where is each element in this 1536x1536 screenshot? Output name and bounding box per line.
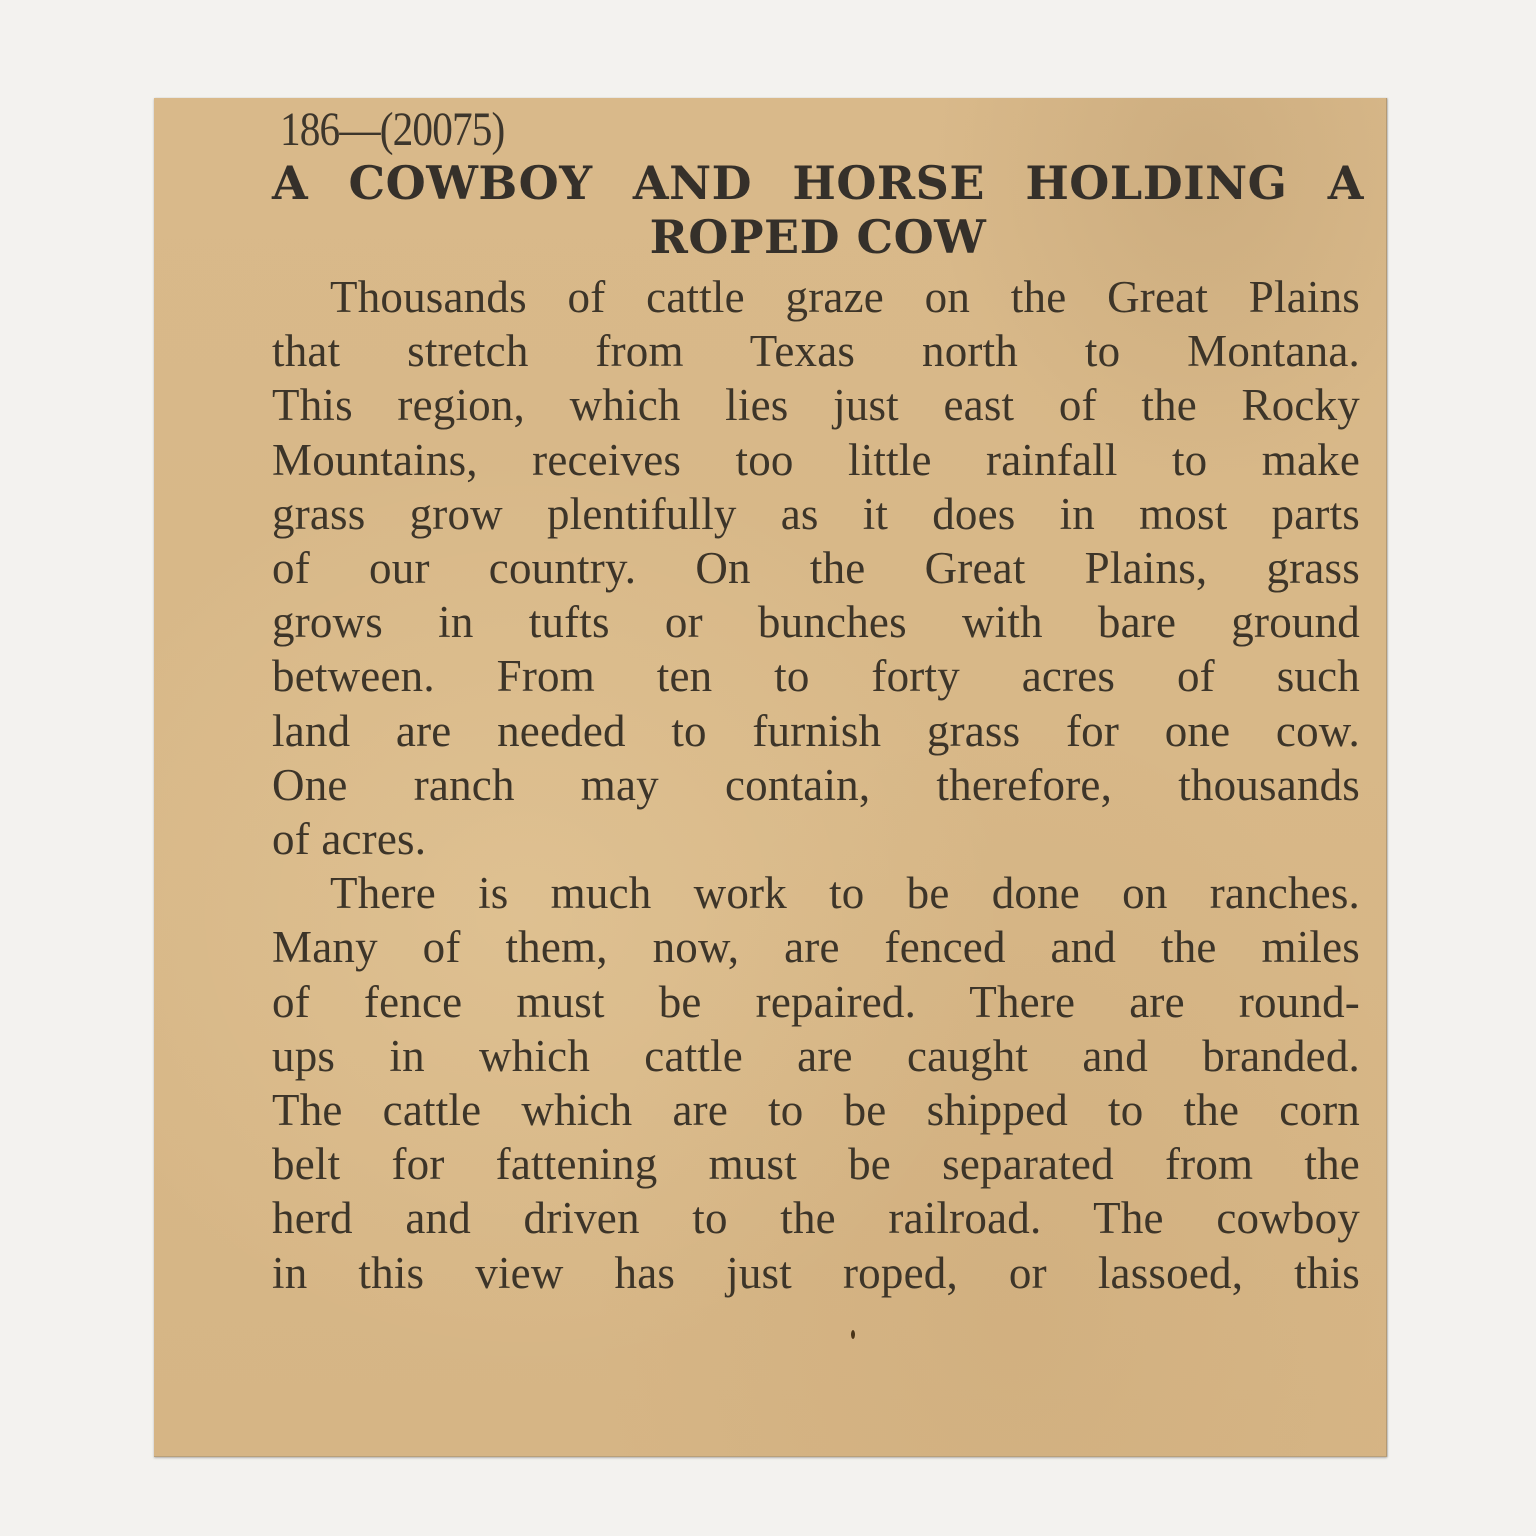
text-line: of our country. On the Great Plains, grass (272, 543, 1360, 594)
text-line: ups in which cattle are caught and branded. (272, 1030, 1360, 1081)
text-line: Thousands of cattle graze on the Great Plains (330, 272, 1360, 322)
text-line: grass grow plentifully as it does in most parts (272, 488, 1360, 539)
title-line: A COWBOY AND HORSE HOLDING A (272, 156, 1364, 210)
text-line: that stretch from Texas north to Montana. (272, 326, 1360, 377)
card-number: 186—(20075) (280, 103, 505, 156)
text-line: land are needed to furnish grass for one cow. (272, 705, 1360, 756)
document-card (154, 98, 1387, 1457)
text-line: Many of them, now, are fenced and the miles (272, 922, 1360, 973)
title-line: ROPED COW (649, 210, 987, 264)
text-line: of fence must be repaired. There are round- (272, 976, 1360, 1027)
text-line: of acres. (272, 814, 427, 865)
text-line: The cattle which are to be shipped to the corn (272, 1085, 1360, 1136)
text-line: There is much work to be done on ranches. (330, 868, 1360, 919)
text-line: in this view has just roped, or lassoed, this (272, 1247, 1360, 1298)
paragraph-2 (272, 866, 1360, 1300)
card-body (272, 270, 1360, 1300)
text-line: herd and driven to the railroad. The cowboy (272, 1193, 1360, 1244)
paragraph-1 (272, 270, 1360, 866)
text-line: Mountains, receives too little rainfall to make (272, 434, 1360, 485)
text-line: This region, which lies just east of the Rocky (272, 380, 1360, 431)
text-line: between. From ten to forty acres of such (272, 651, 1360, 702)
text-line: belt for fattening must be separated from the (272, 1139, 1360, 1190)
card-title (272, 156, 1364, 264)
text-line: One ranch may contain, therefore, thousands (272, 759, 1360, 810)
paper-speck (851, 1330, 855, 1339)
text-line: grows in tufts or bunches with bare ground (272, 597, 1360, 648)
